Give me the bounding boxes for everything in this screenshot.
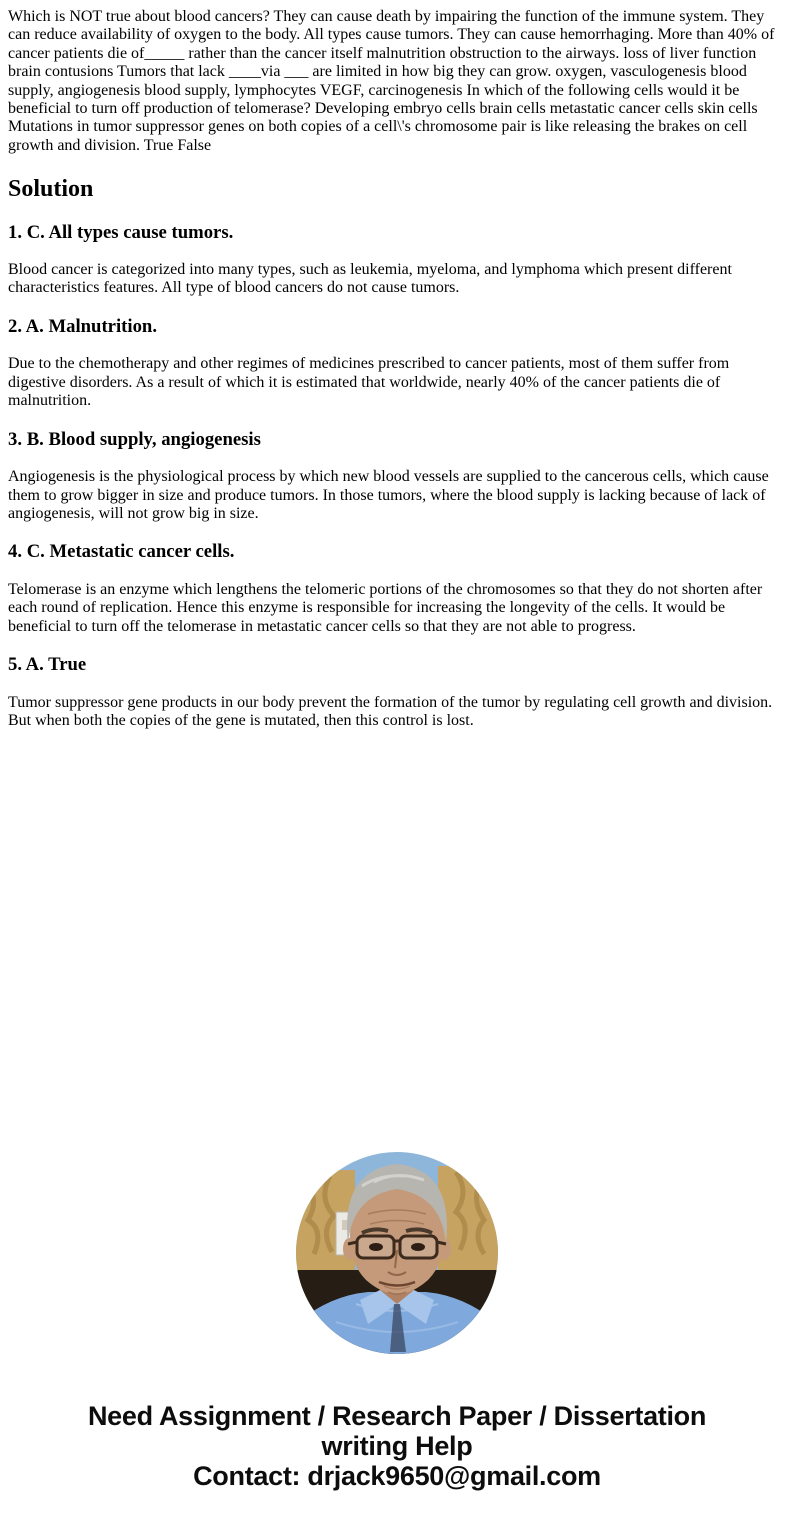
footer-line-services: Need Assignment / Research Paper / Dissertation bbox=[87, 1401, 707, 1431]
answer-heading-2: 2. A. Malnutrition. bbox=[8, 315, 157, 337]
portrait-photo-icon bbox=[296, 1152, 498, 1354]
question-text: Which is NOT true about blood cancers? They can cause death by impairing the function of the immune system. They can reduce availability of oxygen to the body. All types cause tumors. They can cause hemorrhaging. More than 40% of cancer patients die of_____ rather than the cancer itself malnutrition obstruction to the airways. loss of liver function brain contusions Tumors that lack ____via ___ are limited in how big they can grow. oxygen, vasculogenesis blood supply, angiogenesis blood supply, lymphocytes VEGF, carcinogenesis In which of the following cells would it be beneficial to turn off production of telomerase? Developing embryo cells brain cells metastatic cancer cells skin cells Mutations in tumor suppressor genes on both copies of a cell\'s chromosome pair is like releasing the brakes on cell growth and division. True False bbox=[8, 8, 775, 154]
answer-heading-1: 1. C. All types cause tumors. bbox=[8, 221, 234, 243]
answer-heading-4: 4. C. Metastatic cancer cells. bbox=[8, 541, 235, 563]
answer-body-3: Angiogenesis is the physiological process by which new blood vessels are supplied to the cancerous cells, which cause them to grow bigger in size and produce tumors. In those tumors, where the blood supply is lacking because of lack of angiogenesis, will not grow big in size. bbox=[8, 468, 769, 522]
answer-heading-3: 3. B. Blood supply, angiogenesis bbox=[8, 428, 261, 450]
answer-section-4 bbox=[8, 542, 786, 636]
tutor-portrait-avatar bbox=[296, 1152, 498, 1354]
answer-section-2 bbox=[8, 317, 786, 411]
answer-body-1: Blood cancer is categorized into many types, such as leukemia, myeloma, and lymphoma which present different characteristics features. All type of blood cancers do not cause tumors. bbox=[8, 261, 732, 297]
answer-section-3 bbox=[8, 430, 786, 524]
answer-heading-5: 5. A. True bbox=[8, 654, 87, 676]
answer-section-5 bbox=[8, 655, 786, 730]
answer-body-5: Tumor suppressor gene products in our body prevent the formation of the tumor by regulating cell growth and division. But when both the copies of the gene is mutated, then this control is lost. bbox=[8, 693, 773, 730]
footer-line-contact-email: Contact: drjack9650@gmail.com bbox=[193, 1461, 601, 1491]
footer-line-help: writing Help bbox=[321, 1431, 473, 1461]
answer-body-4: Telomerase is an enzyme which lengthens the telomeric portions of the chromosomes so that they do not shorten after each round of replication. Hence this enzyme is responsible for increasing the longevity of the cells. It would be beneficial to turn off the telomerase in metastatic cancer cells so that they are not able to progress. bbox=[8, 580, 763, 635]
answer-body-2: Due to the chemotherapy and other regimes of medicines prescribed to cancer patients, most of them suffer from digestive disorders. As a result of which it is estimated that worldwide, nearly 40% of the cancer patients die of malnutrition. bbox=[8, 355, 730, 410]
footer-banner bbox=[0, 1401, 794, 1491]
answer-section-1 bbox=[8, 223, 786, 298]
solution-heading: Solution bbox=[8, 176, 94, 203]
